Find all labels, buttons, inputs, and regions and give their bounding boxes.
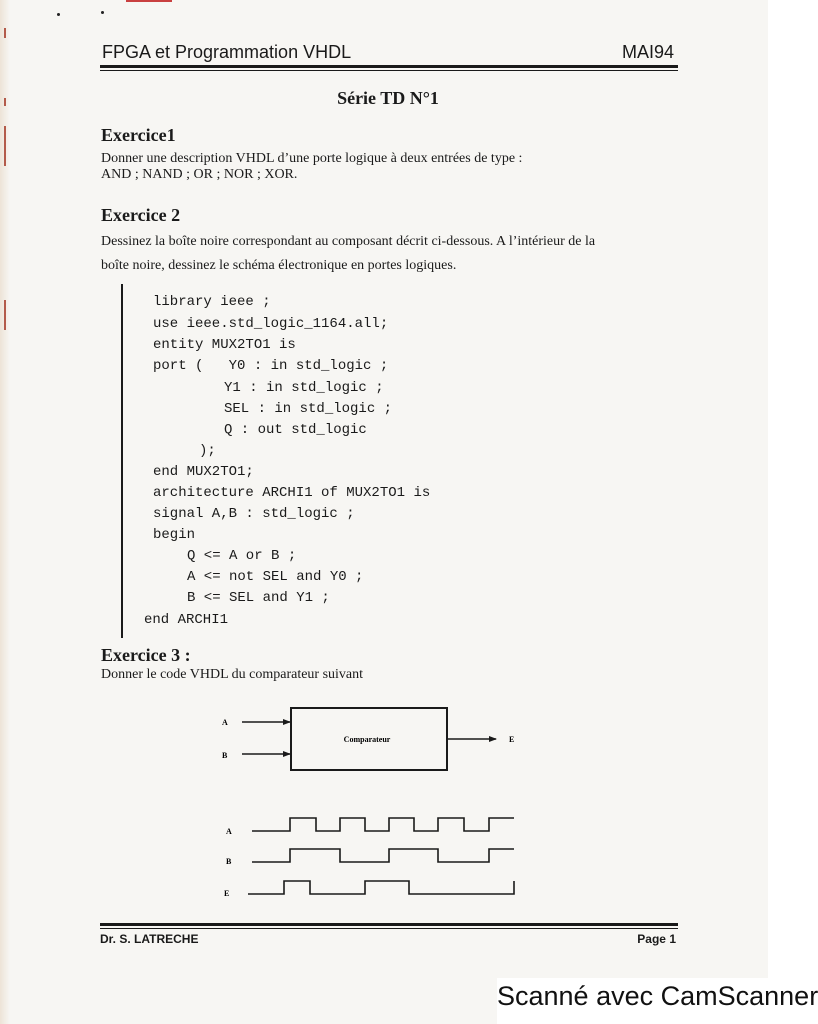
waveform-b-label: B xyxy=(226,857,232,866)
code-line: library ieee ; xyxy=(153,294,271,310)
code-line: begin xyxy=(153,527,196,543)
exercise3-heading: Exercice 3 : xyxy=(101,645,191,665)
waveform-a-label: A xyxy=(226,827,232,836)
page-footer xyxy=(100,932,676,946)
course-title: FPGA et Programmation VHDL xyxy=(102,42,352,62)
course-code: MAI94 xyxy=(621,42,674,62)
waveform-b xyxy=(252,849,514,862)
code-line: SEL : in std_logic ; xyxy=(224,401,393,417)
page-number: Page 1 xyxy=(637,932,676,946)
input-b-label: B xyxy=(222,751,228,760)
waveform-a xyxy=(252,818,514,831)
code-line: architecture ARCHI1 of MUX2TO1 is xyxy=(153,485,431,501)
code-line: ); xyxy=(199,443,216,459)
code-line: Q : out std_logic xyxy=(224,422,367,438)
waveform-e xyxy=(248,881,514,894)
code-line: signal A,B : std_logic ; xyxy=(153,506,355,522)
code-line: port ( Y0 : in std_logic ; xyxy=(153,358,389,374)
exercise1-heading: Exercice1 xyxy=(101,125,176,145)
exercise2-line: boîte noire, dessinez le schéma électronique en portes logiques. xyxy=(101,258,457,273)
waveform-e-label: E xyxy=(224,889,230,898)
exercise3-text: Donner le code VHDL du comparateur suivant xyxy=(101,667,364,682)
code-line: Q <= A or B ; xyxy=(187,548,297,564)
code-line: use ieee.std_logic_1164.all; xyxy=(153,316,389,332)
comparator-label: Comparateur xyxy=(343,735,391,744)
code-line: end ARCHI1 xyxy=(144,612,229,628)
author-name: Dr. S. LATRECHE xyxy=(100,932,199,946)
scanner-watermark-text: Scanné avec CamScanner xyxy=(497,981,818,1011)
exercise1-line: AND ; NAND ; OR ; NOR ; XOR. xyxy=(101,167,298,182)
output-e-label: E xyxy=(509,735,515,744)
code-line: end MUX2TO1; xyxy=(153,464,254,480)
code-line: A <= not SEL and Y0 ; xyxy=(187,569,364,585)
exercise2-line: Dessinez la boîte noire correspondant au composant décrit ci-dessous. A l’intérieur de la xyxy=(101,234,596,249)
scanner-watermark xyxy=(497,978,818,1024)
exercise1-line: Donner une description VHDL d’une porte logique à deux entrées de type : xyxy=(101,151,523,166)
series-title: Série TD N°1 xyxy=(337,88,439,108)
exercise2-heading: Exercice 2 xyxy=(101,205,181,225)
footer-rule xyxy=(100,923,678,926)
input-a-label: A xyxy=(222,718,228,727)
footer-rule-thin xyxy=(100,928,678,929)
code-line: entity MUX2TO1 is xyxy=(153,337,296,353)
code-line: Y1 : in std_logic ; xyxy=(224,380,384,396)
code-line: B <= SEL and Y1 ; xyxy=(187,590,330,606)
